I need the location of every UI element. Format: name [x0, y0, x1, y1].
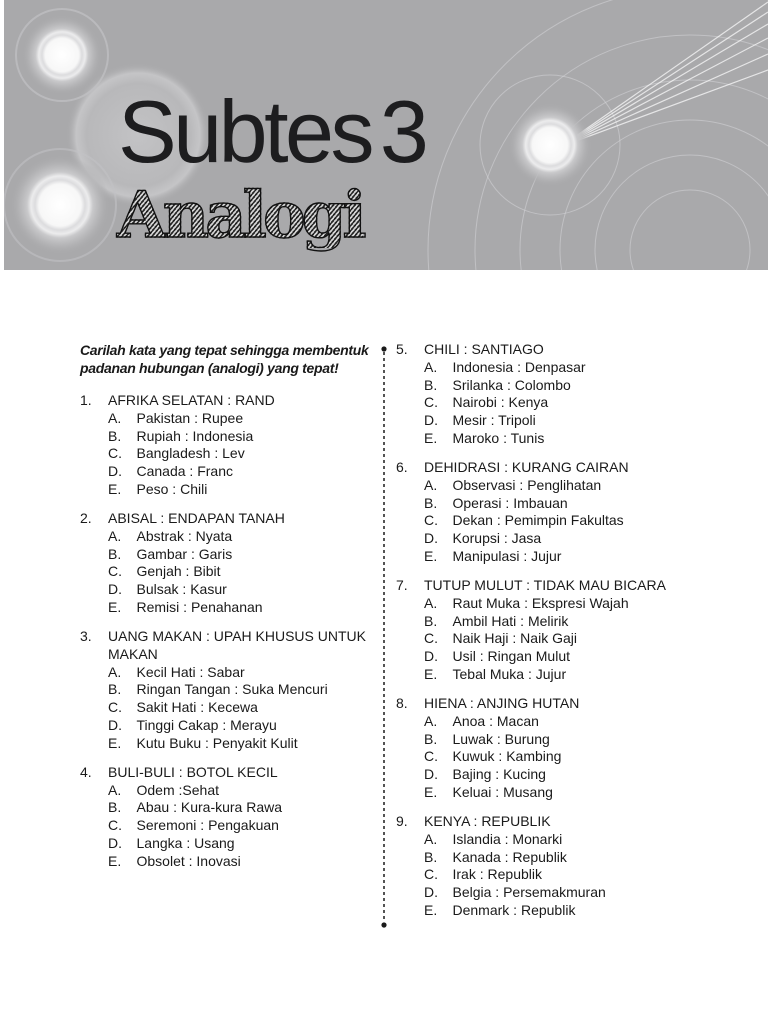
- option-letter: E.: [108, 734, 122, 751]
- option-9-a: [424, 831, 696, 849]
- option-letter: A.: [424, 358, 438, 375]
- banner-glow: [22, 15, 102, 95]
- option-letter: B.: [424, 612, 438, 629]
- option-letter: B.: [108, 545, 122, 562]
- option-letter: E.: [424, 430, 438, 447]
- option-letter: E.: [424, 548, 438, 565]
- option-letter: E.: [108, 599, 122, 616]
- option-letter: C.: [424, 630, 438, 647]
- option-text: Rupiah : Indonesia: [136, 427, 254, 444]
- question-1: [80, 392, 378, 499]
- option-text: Langka : Usang: [136, 834, 235, 851]
- question-number: 4.: [80, 763, 92, 780]
- option-5-b: [424, 377, 696, 395]
- question-8: [396, 695, 696, 802]
- question-prompt: DEHIDRASI : KURANG CAIRAN: [424, 459, 629, 476]
- option-7-e: [424, 666, 696, 684]
- option-letter: D.: [424, 412, 438, 429]
- option-5-a: [424, 359, 696, 377]
- option-3-e: [108, 735, 378, 753]
- column-divider: [380, 344, 388, 930]
- option-3-d: [108, 717, 378, 735]
- option-text: Korupsi : Jasa: [452, 530, 542, 547]
- question-number: 1.: [80, 392, 92, 409]
- instructions: [80, 341, 378, 378]
- option-2-a: [108, 528, 378, 546]
- option-text: Dekan : Pemimpin Fakultas: [452, 512, 624, 529]
- option-letter: E.: [424, 666, 438, 683]
- banner-glow: [508, 103, 592, 187]
- option-letter: B.: [424, 494, 438, 511]
- left-column: [80, 341, 378, 871]
- option-text: Denmark : Republik: [452, 901, 576, 918]
- option-1-c: [108, 445, 378, 463]
- option-letter: D.: [108, 581, 122, 598]
- option-letter: A.: [424, 712, 438, 729]
- option-1-b: [108, 428, 378, 446]
- option-letter: D.: [108, 463, 122, 480]
- divider-end-dot: [381, 346, 386, 351]
- divider-end-dot: [381, 922, 386, 927]
- banner-streaks: [576, 2, 768, 141]
- option-letter: A.: [108, 781, 122, 798]
- question-number: 7.: [396, 577, 408, 594]
- option-6-e: [424, 548, 696, 566]
- option-7-a: [424, 595, 696, 613]
- question-5: [396, 341, 696, 448]
- option-text: Odem :Sehat: [136, 781, 219, 798]
- option-1-a: [108, 410, 378, 428]
- option-text: Sakit Hati : Kecewa: [136, 699, 258, 716]
- option-letter: D.: [424, 766, 438, 783]
- question-2: [80, 510, 378, 617]
- option-1-e: [108, 481, 378, 499]
- option-letter: A.: [108, 409, 122, 426]
- option-4-d: [108, 835, 378, 853]
- option-letter: E.: [424, 783, 438, 800]
- question-prompt: CHILI : SANTIAGO: [424, 341, 544, 358]
- question-prompt: ABISAL : ENDAPAN TANAH: [108, 510, 285, 527]
- question-prompt: HIENA : ANJING HUTAN: [424, 695, 580, 711]
- option-6-a: [424, 477, 696, 495]
- option-3-a: [108, 664, 378, 682]
- option-6-d: [424, 530, 696, 548]
- option-text: Kecil Hati : Sabar: [136, 663, 245, 680]
- option-letter: C.: [108, 817, 122, 834]
- option-7-d: [424, 648, 696, 666]
- option-6-c: [424, 512, 696, 530]
- option-text: Operasi : Imbauan: [452, 494, 568, 511]
- option-text: Bulsak : Kasur: [136, 581, 227, 598]
- option-text: Irak : Republik: [452, 866, 542, 883]
- question-prompt: UANG MAKAN : UPAH KHUSUS UNTUK MAKAN: [108, 628, 366, 662]
- banner-arc: [595, 155, 768, 270]
- option-text: Keluai : Musang: [452, 783, 553, 800]
- option-text: Gambar : Garis: [136, 545, 233, 562]
- section-subtitle: Analogi: [117, 178, 363, 253]
- option-8-c: [424, 748, 696, 766]
- option-text: Genjah : Bibit: [136, 563, 221, 580]
- option-letter: B.: [424, 376, 438, 393]
- option-text: Luwak : Burung: [452, 730, 550, 747]
- option-letter: C.: [424, 866, 438, 883]
- option-2-c: [108, 563, 378, 581]
- option-text: Mesir : Tripoli: [452, 412, 536, 429]
- banner-arc: [630, 190, 750, 270]
- option-letter: E.: [108, 852, 122, 869]
- option-3-b: [108, 681, 378, 699]
- option-6-b: [424, 495, 696, 513]
- option-text: Ambil Hati : Melirik: [452, 612, 569, 629]
- option-letter: D.: [424, 530, 438, 547]
- question-7: [396, 577, 696, 684]
- right-column: [396, 341, 696, 920]
- option-text: Ringan Tangan : Suka Mencuri: [136, 681, 328, 698]
- option-text: Obsolet : Inovasi: [136, 852, 241, 869]
- section-title: Subtes 3: [118, 82, 426, 181]
- question-prompt: AFRIKA SELATAN : RAND: [108, 392, 275, 409]
- option-text: Indonesia : Denpasar: [452, 358, 586, 375]
- option-5-e: [424, 430, 696, 448]
- option-text: Peso : Chili: [136, 481, 208, 498]
- option-text: Anoa : Macan: [452, 712, 539, 729]
- question-prompt: BULI-BULI : BOTOL KECIL: [108, 763, 278, 780]
- option-letter: C.: [108, 699, 122, 716]
- option-letter: E.: [424, 901, 438, 918]
- option-text: Belgia : Persemakmuran: [452, 884, 606, 901]
- option-4-c: [108, 817, 378, 835]
- question-number: 8.: [396, 695, 408, 711]
- option-letter: A.: [108, 527, 122, 544]
- question-number: 6.: [396, 459, 408, 476]
- question-3: [80, 628, 378, 753]
- option-letter: A.: [424, 594, 438, 611]
- banner-streak: [576, 38, 768, 139]
- option-letter: B.: [108, 681, 122, 698]
- option-letter: D.: [108, 716, 122, 733]
- option-8-a: [424, 713, 696, 731]
- option-text: Abstrak : Nyata: [136, 527, 233, 544]
- option-8-e: [424, 784, 696, 802]
- option-1-d: [108, 463, 378, 481]
- option-letter: B.: [424, 730, 438, 747]
- option-text: Manipulasi : Jujur: [452, 548, 562, 565]
- option-2-b: [108, 546, 378, 564]
- banner-arc: [428, 0, 768, 270]
- option-text: Observasi : Penglihatan: [452, 476, 602, 493]
- option-7-c: [424, 630, 696, 648]
- question-number: 3.: [80, 628, 92, 644]
- question-number: 5.: [396, 341, 408, 358]
- option-text: Kanada : Republik: [452, 848, 567, 865]
- option-letter: B.: [108, 427, 122, 444]
- question-number: 9.: [396, 812, 408, 829]
- option-9-e: [424, 902, 696, 920]
- option-9-d: [424, 884, 696, 902]
- option-letter: A.: [424, 476, 438, 493]
- question-6: [396, 459, 696, 566]
- option-letter: C.: [108, 563, 122, 580]
- option-text: Canada : Franc: [136, 463, 233, 480]
- option-letter: E.: [108, 481, 122, 498]
- option-4-a: [108, 782, 378, 800]
- question-prompt: TUTUP MULUT : TIDAK MAU BICARA: [424, 577, 666, 594]
- option-text: Abau : Kura-kura Rawa: [136, 799, 283, 816]
- option-letter: C.: [424, 394, 438, 411]
- option-letter: D.: [108, 834, 122, 851]
- question-prompt: KENYA : REPUBLIK: [424, 812, 551, 829]
- option-letter: C.: [424, 512, 438, 529]
- instructions-line: Carilah kata yang tepat sehingga membentuk: [80, 341, 369, 358]
- option-text: Raut Muka : Ekspresi Wajah: [452, 594, 629, 611]
- question-9: [396, 813, 696, 920]
- option-text: Pakistan : Rupee: [136, 409, 244, 426]
- instructions-line: padanan hubungan (analogi) yang tepat!: [80, 360, 339, 377]
- option-8-d: [424, 766, 696, 784]
- option-2-e: [108, 599, 378, 617]
- banner-streak: [576, 54, 768, 140]
- question-4: [80, 764, 378, 871]
- banner-streak: [576, 2, 768, 136]
- option-letter: C.: [424, 748, 438, 765]
- option-letter: B.: [424, 848, 438, 865]
- option-5-c: [424, 394, 696, 412]
- question-number: 2.: [80, 510, 92, 527]
- option-text: Bajing : Kucing: [452, 766, 546, 783]
- option-letter: A.: [424, 830, 438, 847]
- option-4-e: [108, 853, 378, 871]
- option-9-c: [424, 866, 696, 884]
- option-text: Tebal Muka : Jujur: [452, 666, 567, 683]
- option-9-b: [424, 849, 696, 867]
- option-2-d: [108, 581, 378, 599]
- option-7-b: [424, 613, 696, 631]
- option-text: Naik Haji : Naik Gaji: [452, 630, 577, 647]
- option-5-d: [424, 412, 696, 430]
- option-text: Islandia : Monarki: [452, 830, 563, 847]
- banner-glow: [10, 155, 110, 255]
- option-letter: B.: [108, 799, 122, 816]
- banner-streak: [576, 12, 768, 137]
- option-letter: D.: [424, 884, 438, 901]
- banner-arcs: [428, 0, 768, 270]
- option-letter: A.: [108, 663, 122, 680]
- option-letter: D.: [424, 648, 438, 665]
- option-text: Seremoni : Pengakuan: [136, 817, 279, 834]
- option-4-b: [108, 799, 378, 817]
- option-text: Srilanka : Colombo: [452, 376, 571, 393]
- option-text: Maroko : Tunis: [452, 430, 545, 447]
- option-8-b: [424, 731, 696, 749]
- option-text: Kutu Buku : Penyakit Kulit: [136, 734, 298, 751]
- option-letter: C.: [108, 445, 122, 462]
- option-3-c: [108, 699, 378, 717]
- option-text: Usil : Ringan Mulut: [452, 648, 570, 665]
- option-text: Remisi : Penahanan: [136, 599, 263, 616]
- option-text: Kuwuk : Kambing: [452, 748, 562, 765]
- option-text: Bangladesh : Lev: [136, 445, 245, 462]
- option-text: Tinggi Cakap : Merayu: [136, 716, 277, 733]
- option-text: Nairobi : Kenya: [452, 394, 549, 411]
